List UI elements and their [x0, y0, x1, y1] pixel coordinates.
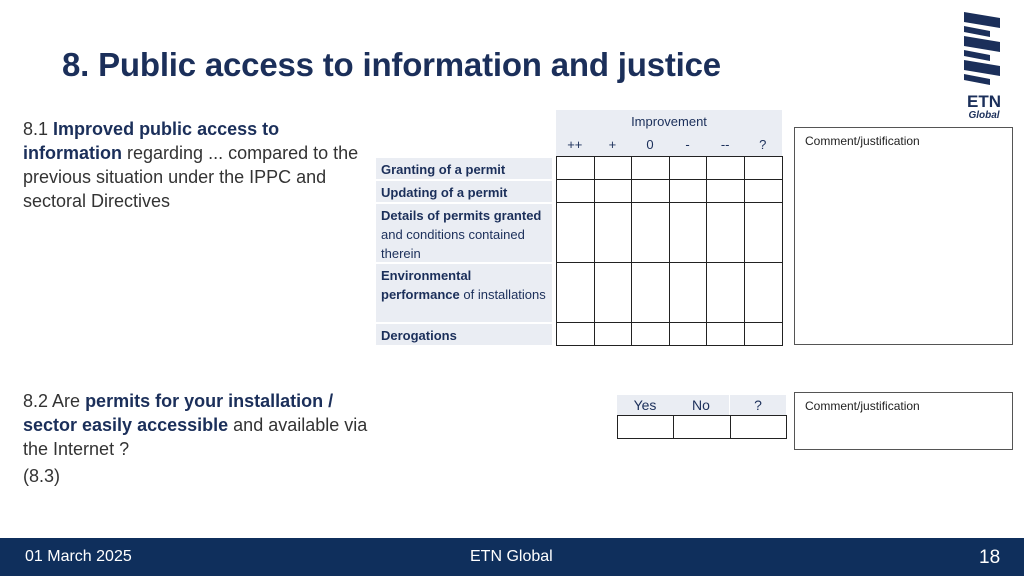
improvement-cell[interactable] [669, 262, 708, 323]
no-cell[interactable] [673, 415, 731, 439]
improvement-cell[interactable] [669, 156, 708, 180]
improvement-col: 0 [646, 137, 654, 152]
improvement-cell[interactable] [556, 202, 595, 263]
q2-extra: (8.3) [23, 466, 61, 486]
comment-box-8-1[interactable] [794, 127, 1013, 345]
comment-label: Comment/justification [805, 134, 920, 148]
row-label-environmental: Environmental performance of installations [376, 264, 552, 322]
logo-text: ETN [967, 92, 1001, 111]
improvement-cell[interactable] [706, 262, 745, 323]
no-header: No [673, 395, 729, 415]
q2-bold: permits for your installation / sector easily accessible [23, 391, 334, 435]
row-label-details: Details of permits granted and conditions contained therein [376, 204, 552, 262]
comment-box-8-2[interactable] [794, 392, 1013, 450]
comment-label: Comment/justification [805, 399, 920, 413]
improvement-cell[interactable] [669, 179, 708, 203]
q1-number: 8.1 [23, 119, 49, 139]
improvement-cell[interactable] [594, 322, 633, 346]
question-8-2 [23, 389, 368, 461]
improvement-cell[interactable] [669, 202, 708, 263]
improvement-cell[interactable] [744, 322, 783, 346]
improvement-col: -- [720, 137, 730, 152]
page-title: 8. Public access to information and justice [62, 46, 721, 83]
improvement-cell[interactable] [669, 322, 708, 346]
improvement-col: ? [759, 137, 767, 152]
q2-number: 8.2 Are [23, 391, 81, 411]
yes-cell[interactable] [617, 415, 674, 439]
improvement-title: Improvement [631, 114, 707, 129]
unknown-cell[interactable] [730, 415, 787, 439]
improvement-cell[interactable] [556, 322, 595, 346]
improvement-cell[interactable] [556, 262, 595, 323]
improvement-cell[interactable] [744, 262, 783, 323]
row-label-derogations: Derogations [376, 324, 552, 345]
row-label-updating: Updating of a permit [376, 181, 552, 202]
question-8-1 [23, 117, 368, 213]
q1-rest: regarding ... compared to the previous situation under the IPPC and sectoral Directives [23, 143, 359, 211]
improvement-cell[interactable] [631, 322, 670, 346]
row-label-granting: Granting of a permit [376, 158, 552, 179]
unknown-header: ? [730, 395, 786, 415]
improvement-cell[interactable] [744, 156, 783, 180]
improvement-cell[interactable] [706, 156, 745, 180]
improvement-cell[interactable] [744, 202, 783, 263]
footer-bar [0, 538, 1024, 576]
improvement-col: ++ [567, 137, 583, 152]
improvement-cell[interactable] [706, 322, 745, 346]
improvement-cell[interactable] [631, 156, 670, 180]
footer-org: ETN Global [470, 548, 553, 565]
improvement-cell[interactable] [706, 202, 745, 263]
improvement-cell[interactable] [631, 202, 670, 263]
improvement-col: + [608, 137, 617, 152]
improvement-cell[interactable] [556, 156, 595, 180]
page-number: 18 [979, 547, 1001, 568]
improvement-cell[interactable] [744, 179, 783, 203]
improvement-cell[interactable] [556, 179, 595, 203]
improvement-cell[interactable] [594, 156, 633, 180]
improvement-cell[interactable] [594, 262, 633, 323]
improvement-col: - [685, 137, 690, 152]
q1-bold: Improved public access to information [23, 119, 280, 163]
improvement-header [556, 110, 782, 156]
improvement-cell[interactable] [594, 179, 633, 203]
improvement-cell[interactable] [631, 179, 670, 203]
q2-rest: and available via the Internet ? [23, 415, 368, 459]
logo-subtext: Global [968, 110, 1000, 121]
footer-date: 01 March 2025 [25, 548, 132, 565]
yes-header: Yes [617, 395, 673, 415]
improvement-cell[interactable] [594, 202, 633, 263]
improvement-cell[interactable] [631, 262, 670, 323]
improvement-cell[interactable] [706, 179, 745, 203]
